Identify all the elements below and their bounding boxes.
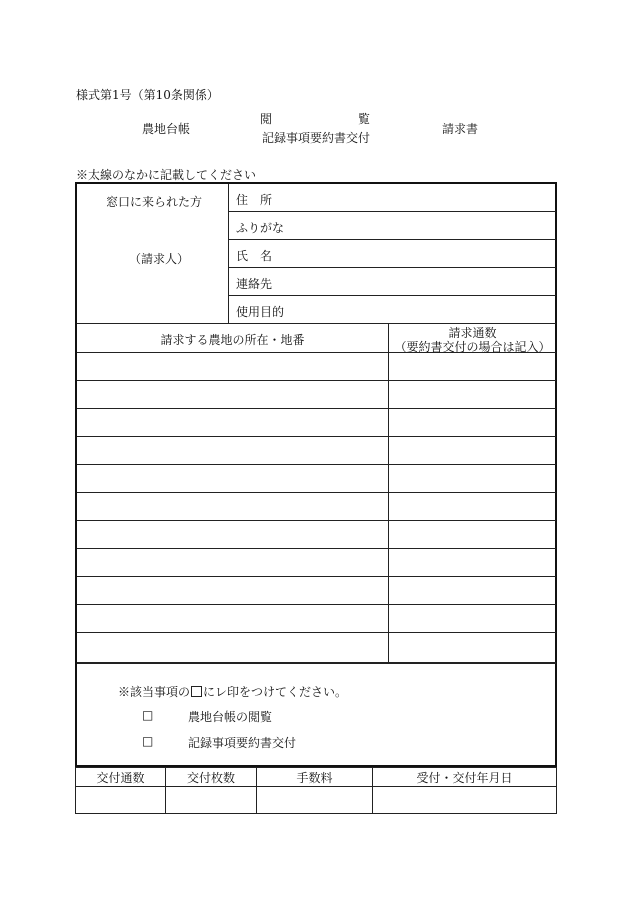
location-column-header: 請求する農地の所在・地番: [160, 333, 305, 347]
ledger-label: 農地台帳: [142, 122, 191, 136]
land-row-line: [77, 548, 556, 549]
requester-label: （請求人）: [129, 252, 190, 266]
land-row-line: [77, 576, 556, 577]
land-table-divider: [388, 324, 389, 662]
land-row-line: [77, 632, 556, 633]
option-summary-issue: 記録事項要約書交付: [188, 736, 297, 750]
office-header-fee: 手数料: [296, 771, 333, 785]
view-label-2: 覧: [358, 112, 371, 126]
request-doc-label: 請求書: [442, 122, 479, 136]
checkbox-ledger-view[interactable]: □: [142, 708, 154, 722]
purpose-label: 使用目的: [236, 305, 285, 319]
land-row-line: [77, 604, 556, 605]
office-header-copies: 交付通数: [96, 771, 145, 785]
row-line: [229, 211, 556, 212]
office-header-line: [76, 786, 556, 787]
name-label: 氏 名: [236, 249, 273, 263]
land-row-line: [77, 492, 556, 493]
row-line: [229, 267, 556, 268]
main-form-frame: [75, 182, 557, 767]
furigana-label: ふりがな: [236, 221, 285, 235]
land-row-line: [77, 436, 556, 437]
office-header-date: 受付・交付年月日: [416, 771, 513, 785]
land-row-line: [77, 464, 556, 465]
applicant-divider: [228, 184, 229, 324]
check-instruction: [118, 683, 347, 700]
land-table-bottom: [77, 662, 556, 664]
check-instruction-pre: ※該当事項の: [118, 685, 191, 699]
copies-column-note: （要約書交付の場合は記入）: [394, 340, 551, 354]
copies-column-header: 請求通数: [448, 326, 497, 340]
view-label-1: 閲: [260, 112, 273, 126]
row-line: [229, 239, 556, 240]
summary-label: 記録事項要約書交付: [262, 131, 371, 145]
contact-label: 連絡先: [236, 277, 273, 291]
option-ledger-view: 農地台帳の閲覧: [188, 710, 273, 724]
land-row-line: [77, 352, 556, 353]
land-row-line: [77, 520, 556, 521]
address-label: 住 所: [236, 193, 273, 207]
land-row-line: [77, 380, 556, 381]
checkbox-icon: [191, 686, 202, 697]
row-line: [229, 295, 556, 296]
window-person-label: 窓口に来られた方: [106, 195, 203, 209]
check-instruction-post: にレ印をつけてください。: [203, 685, 348, 699]
land-row-line: [77, 408, 556, 409]
form-number: 様式第1号（第10条関係）: [76, 88, 219, 102]
notice-text: ※太線のなかに記載してください: [76, 168, 257, 182]
checkbox-summary-issue[interactable]: □: [142, 734, 154, 748]
office-header-sheets: 交付枚数: [186, 771, 235, 785]
